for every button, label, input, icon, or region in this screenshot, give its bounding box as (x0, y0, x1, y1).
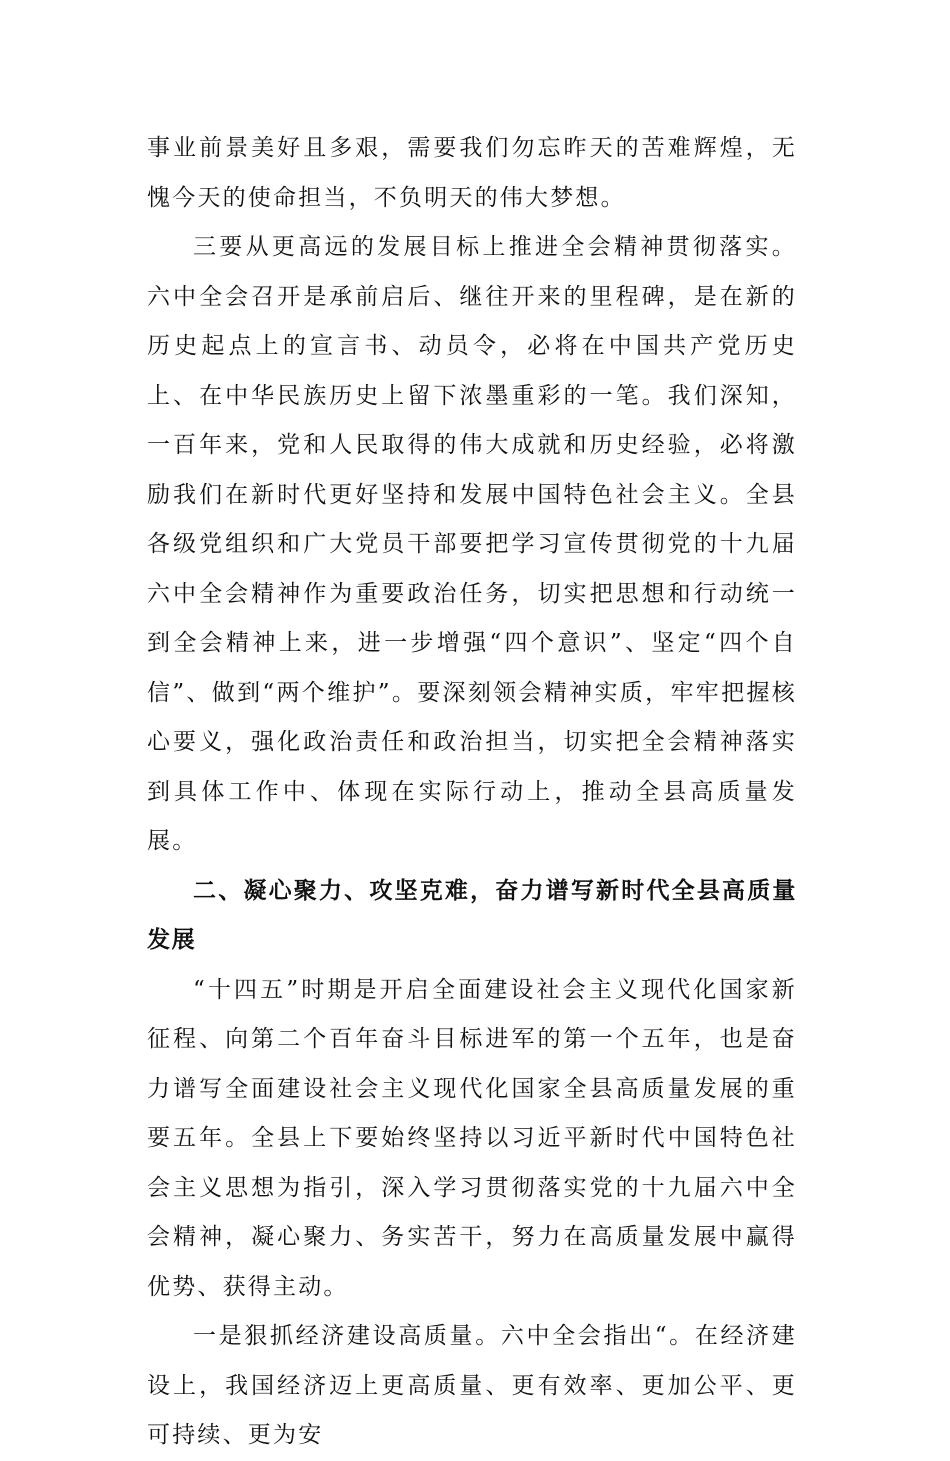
document-body (147, 124, 797, 1461)
paragraph-point-one-economy: 一是狠抓经济建设高质量。六中全会指出“。在经济建设上，我国经济迈上更高质量、更有效率、更加公平、更可持续、更为安 (147, 1323, 797, 1448)
paragraph-continuation: 事业前景美好且多艰，需要我们勿忘昨天的苦难辉煌，无愧今天的使命担当，不负明天的伟大梦想。 (147, 135, 797, 211)
section-heading-two: 二、凝心聚力、攻坚克难，奋力谱写新时代全县高质量发展 (147, 877, 797, 953)
paragraph-fourteenth-five-year: “十四五”时期是开启全面建设社会主义现代化国家新征程、向第二个百年奋斗目标进军的第一个五年，也是奋力谱写全面建设社会主义现代化国家全县高质量发展的重要五年。全县上下要始终坚持以习近平新时代中国特色社会主义思想为指引，深入学习贯彻落实党的十九届六中全会精神，凝心聚力、务实苦干，努力在高质量发展中赢得优势、获得主动。 (147, 976, 797, 1300)
paragraph-point-three: 三要从更高远的发展目标上推进全会精神贯彻落实。六中全会召开是承前启后、继往开来的里程碑，是在新的历史起点上的宣言书、动员令，必将在中国共产党历史上、在中华民族历史上留下浓墨重彩的一笔。我们深知，一百年来，党和人民取得的伟大成就和历史经验，必将激励我们在新时代更好坚持和发展中国特色社会主义。全县各级党组织和广大党员干部要把学习宣传贯彻党的十九届六中全会精神作为重要政治任务，切实把思想和行动统一到全会精神上来，进一步增强“四个意识”、坚定“四个自信”、做到“两个维护”。要深刻领会精神实质，牢牢把握核心要义，强化政治责任和政治担当，切实把全会精神落实到具体工作中、体现在实际行动上，推动全县高质量发展。 (147, 234, 797, 854)
